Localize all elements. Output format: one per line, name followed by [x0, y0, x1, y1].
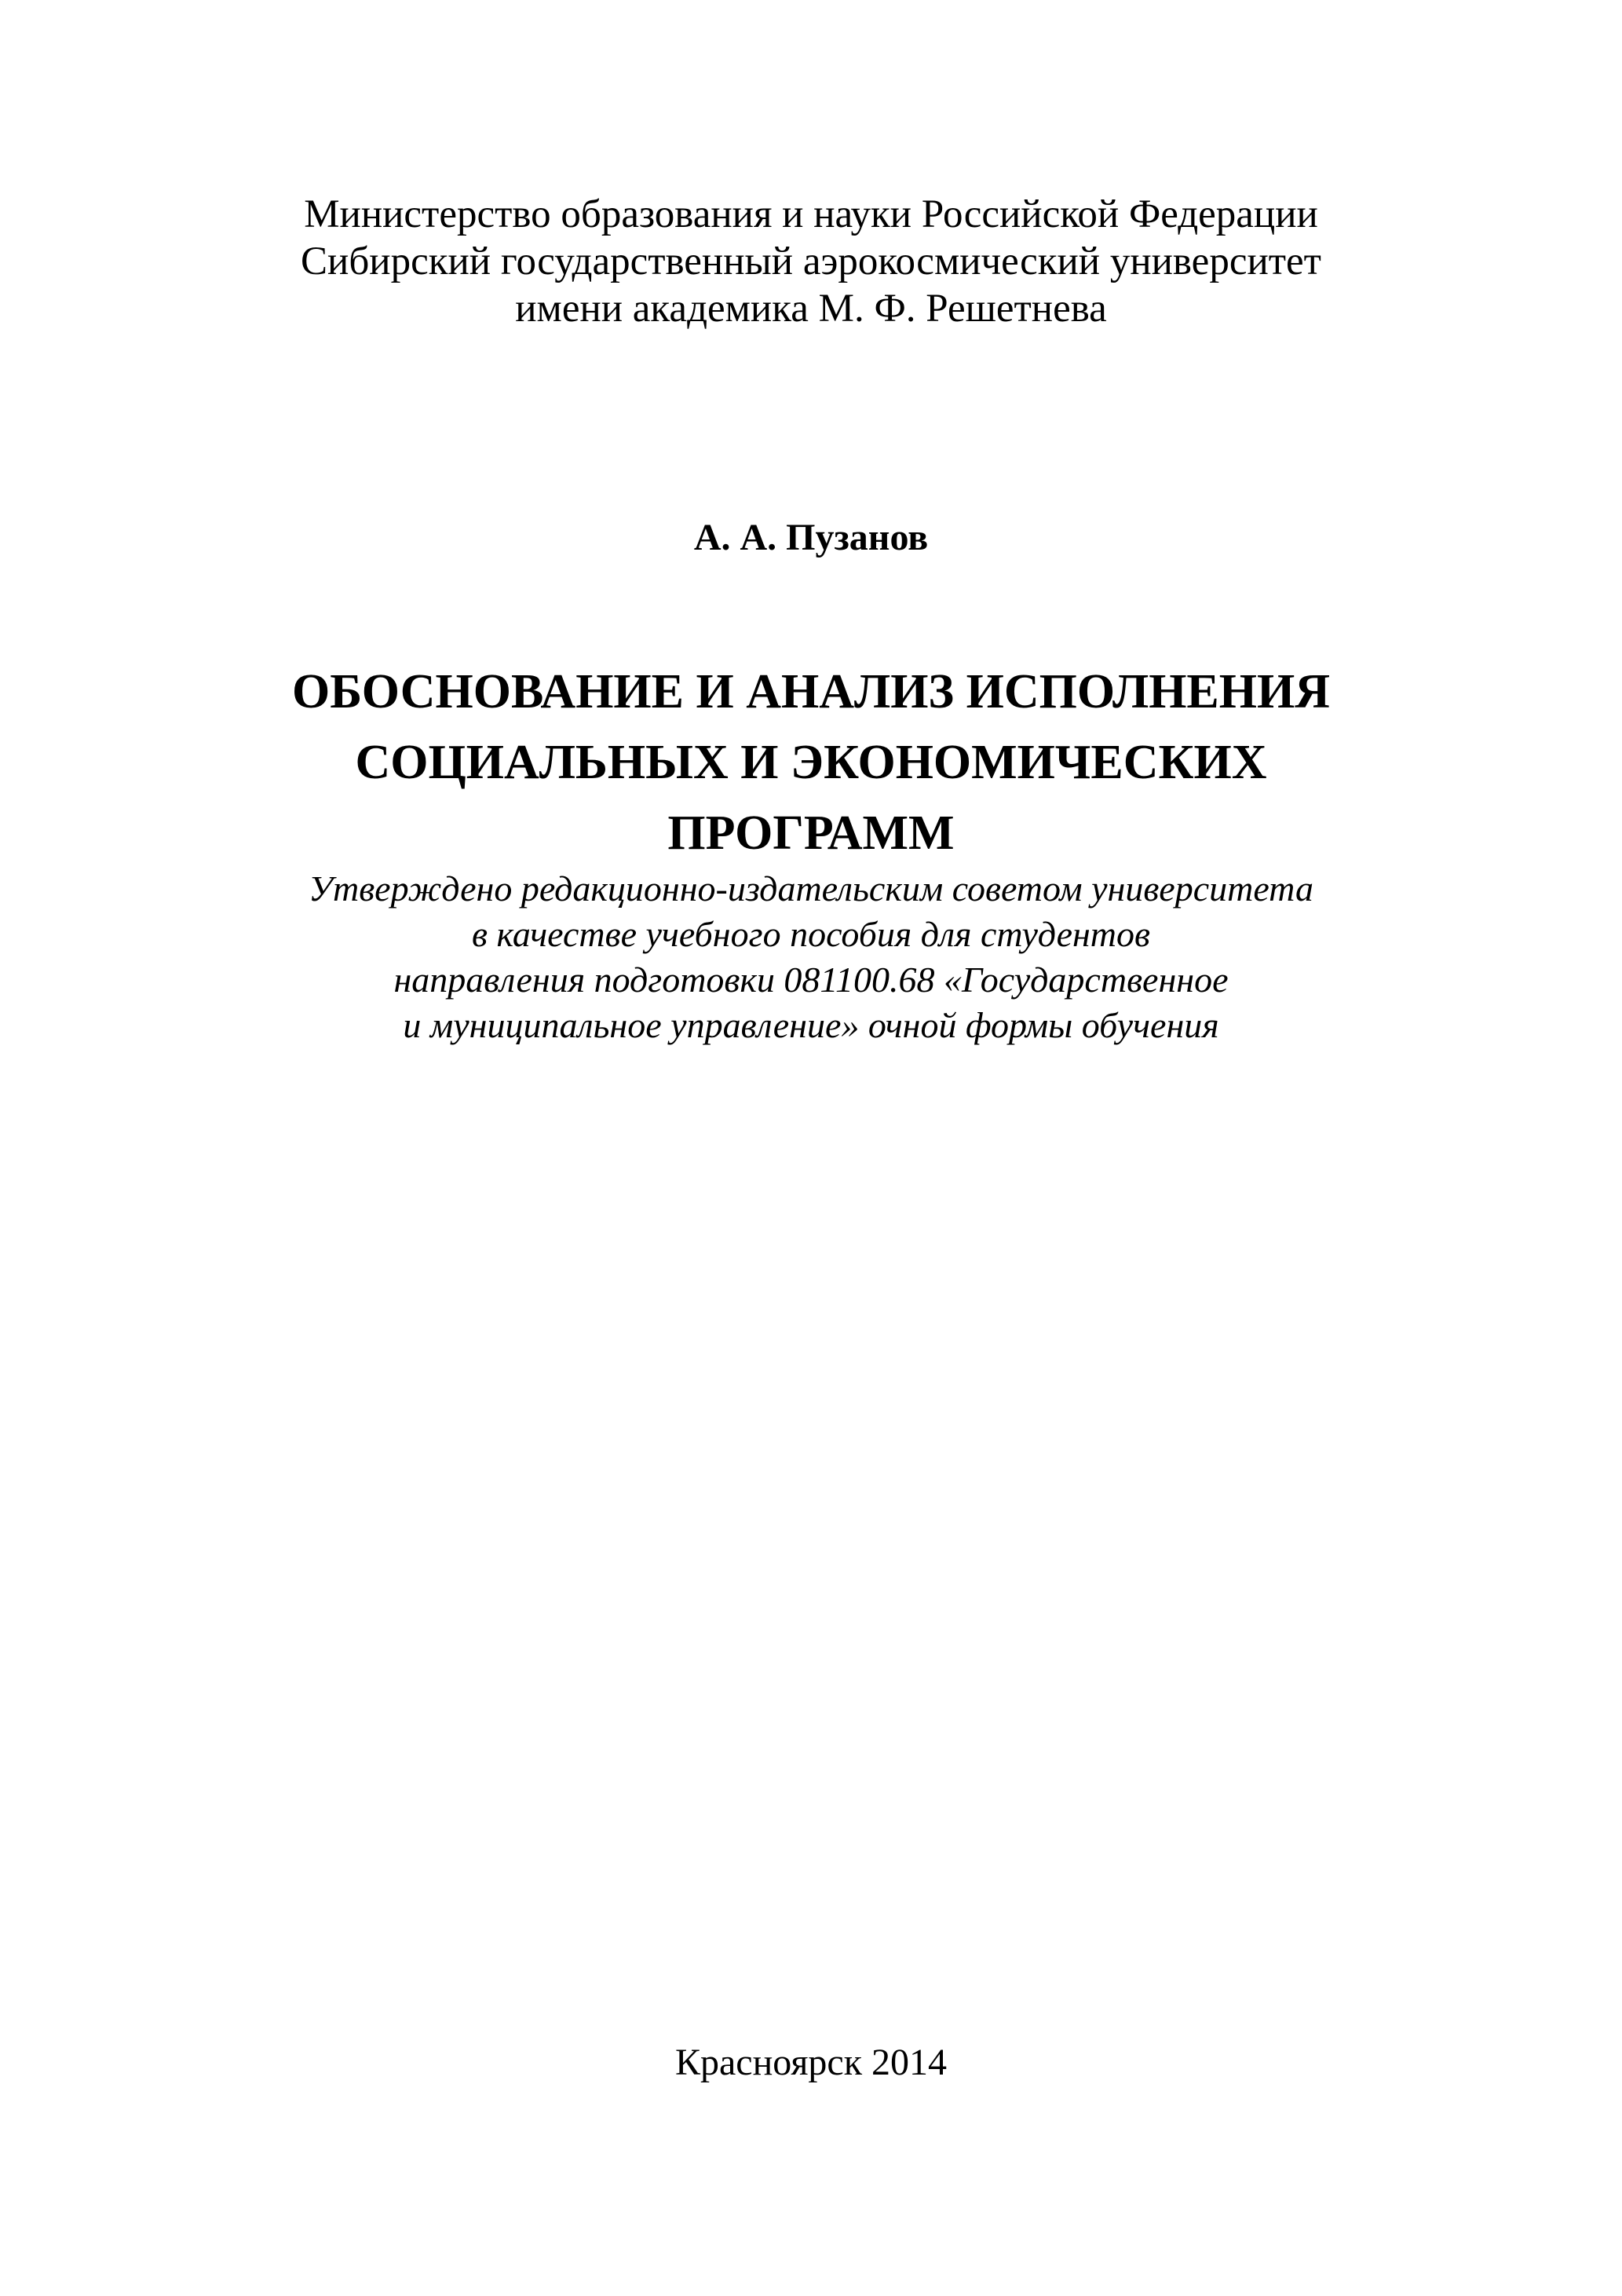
ministry-line: Министерство образования и науки Российской Федерации [304, 192, 1318, 236]
approval-line-2: в качестве учебного пособия для студентов [471, 914, 1150, 954]
approval-line-4: и муниципальное управление» очной формы обучения [403, 1005, 1219, 1045]
institution-header [0, 191, 1622, 332]
title-line-2: СОЦИАЛЬНЫХ И ЭКОНОМИЧЕСКИХ [355, 736, 1267, 789]
title-line-1: ОБОСНОВАНИЕ И АНАЛИЗ ИСПОЛНЕНИЯ [291, 665, 1331, 718]
university-line: Сибирский государственный аэрокосмический университет [301, 239, 1321, 283]
university-namesake-line: имени академика М. Ф. Решетнева [515, 287, 1107, 331]
author-name: А. А. Пузанов [693, 517, 929, 558]
approval-line-3: направления подготовки 081100.68 «Государственное [393, 960, 1229, 1000]
document-title [0, 656, 1622, 868]
city-year: Красноярск 2014 [674, 2042, 948, 2083]
approval-statement [0, 866, 1622, 1048]
title-line-3: ПРОГРАММ [667, 806, 955, 860]
approval-line-1: Утверждено редакционно-издательским советом университета [309, 868, 1313, 909]
